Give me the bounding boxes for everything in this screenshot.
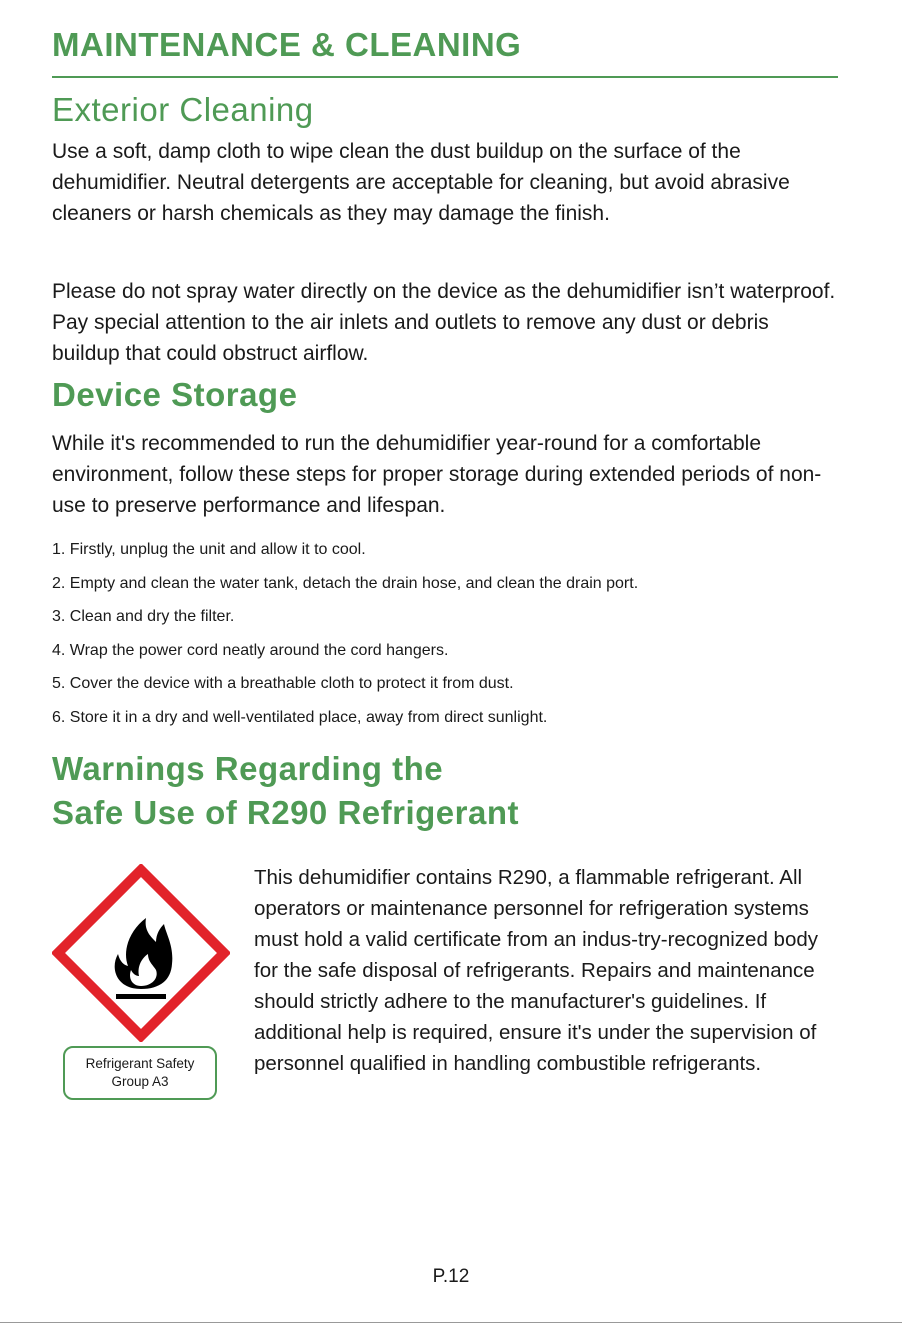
device-storage-heading: Device Storage (52, 376, 298, 413)
safety-label-line-2: Group A3 (111, 1074, 169, 1089)
warnings-heading (52, 747, 519, 835)
storage-step: 4. Wrap the power cord neatly around the cord hangers. (52, 641, 449, 659)
page-number: P.12 (432, 1266, 470, 1287)
page-title: MAINTENANCE & CLEANING (52, 26, 522, 63)
device-storage-intro: While it's recommended to run the dehumidifier year-round for a comfortable environment, follow these steps for proper storage during extended periods of non-use to preserve performance and lifespan. (52, 432, 822, 517)
exterior-cleaning-heading: Exterior Cleaning (52, 91, 314, 128)
warnings-heading-line-1: Warnings Regarding the (52, 750, 444, 787)
storage-step: 2. Empty and clean the water tank, detach the drain hose, and clean the drain port. (52, 574, 639, 592)
storage-step: 3. Clean and dry the filter. (52, 608, 235, 625)
storage-step: 6. Store it in a dry and well-ventilated place, away from direct sunlight. (52, 708, 548, 726)
refrigerant-safety-label (63, 1046, 217, 1100)
storage-steps-list (52, 533, 638, 734)
flammable-hazard-icon (52, 864, 230, 1042)
exterior-cleaning-paragraph-1: Use a soft, damp cloth to wipe clean the dust buildup on the surface of the dehumidifier. Neutral detergents are acceptable for cleaning, but avoid abrasive cleaners or harsh chemicals as they may damage the finish. (52, 140, 790, 225)
safety-label-line-1: Refrigerant Safety (85, 1056, 195, 1071)
exterior-cleaning-paragraph-2: Please do not spray water directly on the device as the dehumidifier isn’t waterproof. Pay special attention to the air inlets and outlets to remove any dust or debris buildup that could obstruct airflow. (52, 280, 836, 365)
title-divider (52, 76, 838, 78)
warnings-heading-line-2: Safe Use of R290 Refrigerant (52, 794, 519, 831)
storage-step: 1. Firstly, unplug the unit and allow it to cool. (52, 541, 366, 558)
storage-step: 5. Cover the device with a breathable cloth to protect it from dust. (52, 675, 514, 692)
bottom-divider (0, 1322, 902, 1323)
r290-warning-paragraph: This dehumidifier contains R290, a flammable refrigerant. All operators or maintenance personnel for refrigeration systems must hold a valid certificate from an indus-try-recognized body for the safe disposal of refrigerants. Repairs and maintenance should strictly adhere to the manufacturer's guidelines. If additional help is required, ensure it's under the supervision of personnel qualified in handling combustible refrigerants. (254, 866, 819, 1075)
